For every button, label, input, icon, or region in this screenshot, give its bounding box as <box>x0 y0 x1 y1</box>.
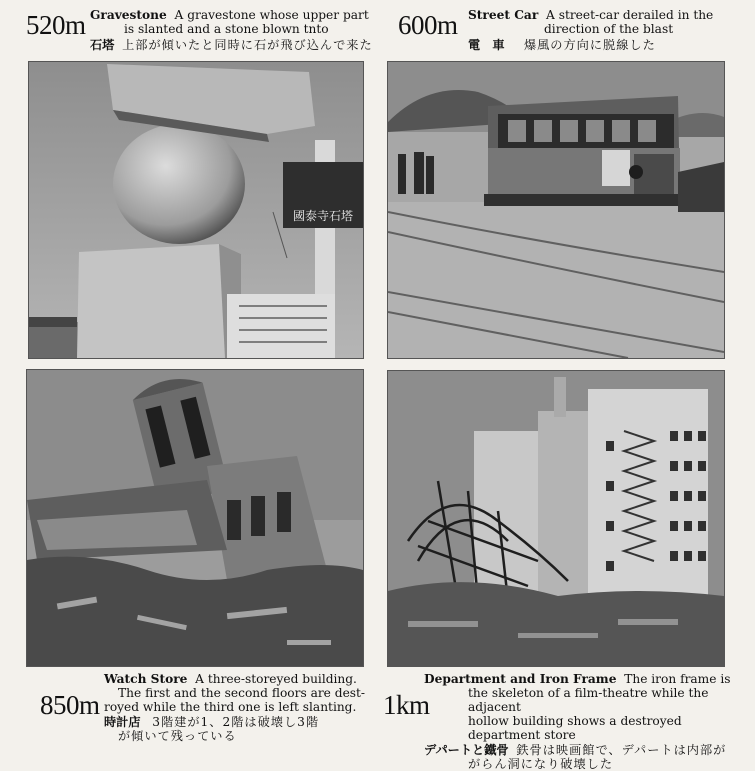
caption-street-car <box>468 8 738 52</box>
caption-title: Department and Iron Frame <box>424 672 617 686</box>
caption-jp-title: デパートと鐵骨 <box>424 743 509 757</box>
distance-label-watch-store: 850m <box>40 690 100 720</box>
caption-jp-text: が傾いて残っている <box>118 729 237 743</box>
photo-watch-store <box>26 369 364 667</box>
caption-jp-text: 爆風の方向に脱線した <box>523 38 656 52</box>
caption-jp-title: 電 車 <box>468 38 505 52</box>
caption-title: Watch Store <box>104 672 188 686</box>
caption-line: direction of the blast <box>544 22 674 36</box>
caption-line: A gravestone whose upper part <box>174 8 369 22</box>
caption-line: A three-storeyed building. <box>195 672 357 686</box>
caption-title: Gravestone <box>90 8 167 22</box>
caption-jp-text: 3階建が1、2階は破壊し3階 <box>152 715 320 729</box>
distance-label-department-store: 1km <box>383 690 430 720</box>
caption-watch-store <box>104 672 374 743</box>
caption-title: Street Car <box>468 8 539 22</box>
caption-line: royed while the third one is left slanting. <box>104 700 357 714</box>
caption-jp-title: 石塔 <box>90 38 115 52</box>
caption-line: A street-car derailed in the <box>546 8 714 22</box>
caption-jp-text: 鉄骨は映画館で、デパートは内部が <box>516 743 727 757</box>
photo-gravestone <box>28 61 364 359</box>
caption-line: The iron frame is <box>624 672 731 686</box>
caption-jp-text: 上部が傾いたと同時に石が飛び込んで来た <box>122 38 373 52</box>
distance-label-gravestone: 520m <box>26 10 86 40</box>
sign-text: 國泰寺石塔 <box>292 209 354 223</box>
caption-line: the skeleton of a film-theatre while the adjacent <box>468 686 709 714</box>
caption-gravestone <box>90 8 380 52</box>
caption-line: is slanted and a stone blown tnto <box>124 22 329 36</box>
caption-line: The first and the second floors are dest- <box>118 686 366 700</box>
caption-jp-text: がらん洞になり破壊した <box>468 757 614 771</box>
caption-jp-title: 時計店 <box>104 715 141 729</box>
caption-line: hollow building shows a destroyed department store <box>468 714 682 742</box>
photo-department-store <box>387 370 725 667</box>
caption-department-store <box>424 672 754 771</box>
photo-street-car <box>387 61 725 359</box>
distance-label-street-car: 600m <box>398 10 458 40</box>
